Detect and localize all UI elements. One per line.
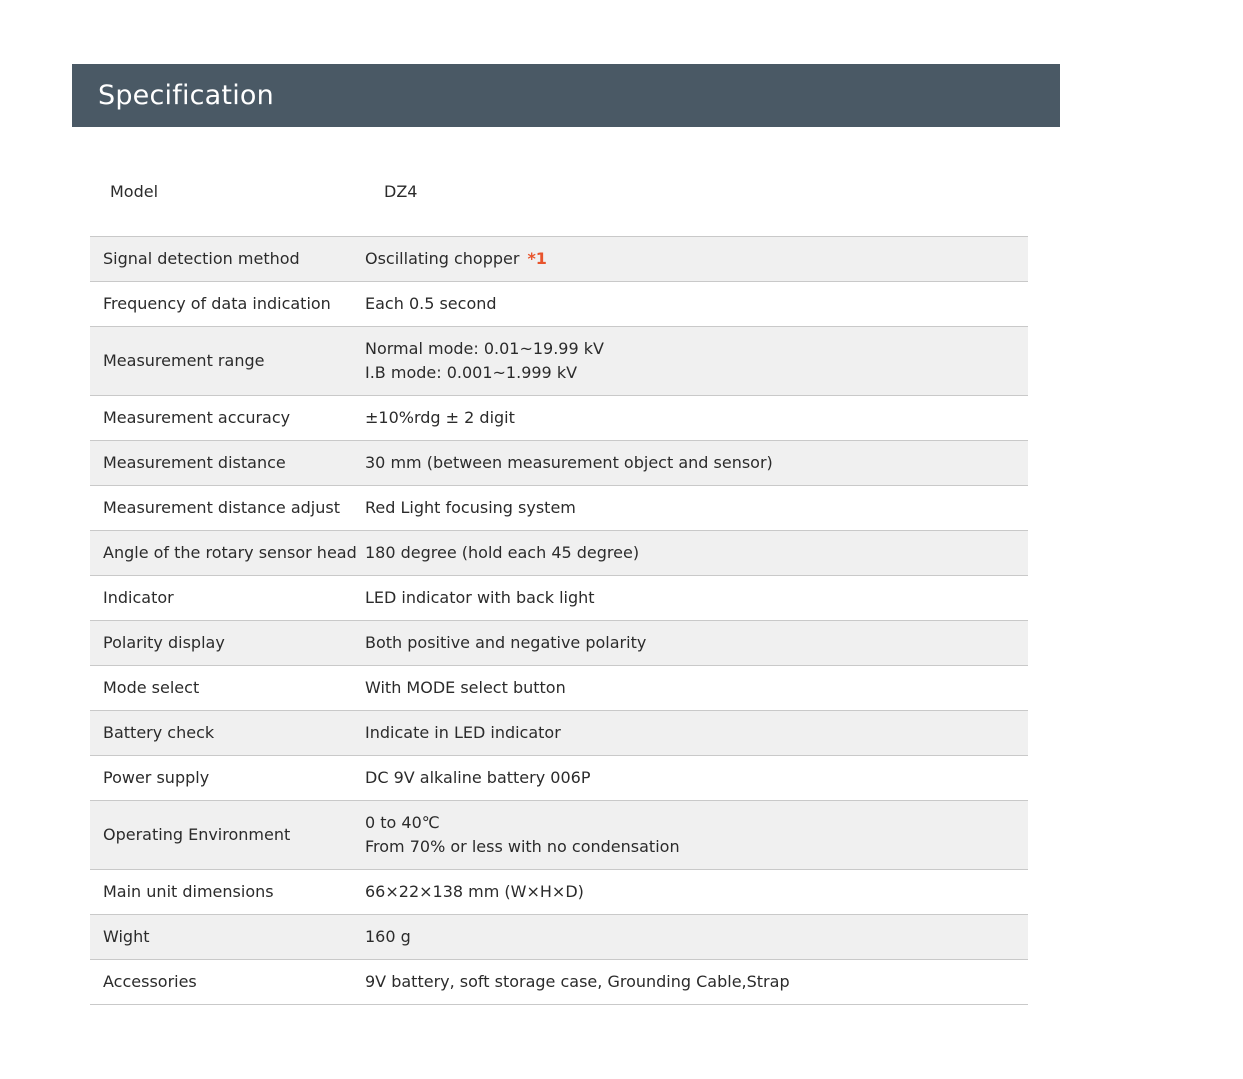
spec-value-line: Both positive and negative polarity [365,633,647,652]
spec-row [90,441,1028,486]
spec-row [90,870,1028,915]
spec-value [364,396,1028,441]
spec-value [364,711,1028,756]
spec-label: Angle of the rotary sensor head [103,543,357,562]
spec-header [72,64,1060,127]
spec-row [90,801,1028,870]
spec-label: Operating Environment [103,825,291,844]
spec-value-line: Indicate in LED indicator [365,723,561,742]
spec-value [364,621,1028,666]
spec-value-line: 160 g [365,927,411,946]
spec-value-line: Each 0.5 second [365,294,497,313]
spec-row [90,666,1028,711]
spec-row [90,915,1028,960]
spec-value-line: I.B mode: 0.001~1.999 kV [365,363,578,382]
spec-label: Polarity display [103,633,225,652]
spec-label: Measurement distance adjust [103,498,340,517]
spec-value-line: 9V battery, soft storage case, Grounding Cable,Strap [365,972,790,991]
spec-label: Indicator [103,588,174,607]
spec-value-line: Oscillating chopper [365,249,520,268]
spec-row [90,960,1028,1005]
spec-value [364,915,1028,960]
spec-row [90,237,1028,282]
spec-value [364,531,1028,576]
spec-value [364,801,1028,870]
spec-value [364,327,1028,396]
spec-value-line: 66×22×138 mm (W×H×D) [365,882,584,901]
spec-label: Measurement distance [103,453,286,472]
spec-value-line: LED indicator with back light [365,588,595,607]
spec-label: Measurement accuracy [103,408,291,427]
spec-value-line: With MODE select button [365,678,566,697]
spec-row [90,282,1028,327]
spec-value [364,237,1028,282]
spec-label: Signal detection method [103,249,300,268]
page-title: Specification [98,80,274,111]
spec-value [364,441,1028,486]
spec-value-line: 180 degree (hold each 45 degree) [365,543,640,562]
spec-row [90,486,1028,531]
model-label: Model [110,182,159,201]
spec-value-line: Normal mode: 0.01~19.99 kV [365,339,604,358]
spec-label: Power supply [103,768,210,787]
spec-label: Accessories [103,972,197,991]
spec-value [364,576,1028,621]
spec-label: Measurement range [103,351,265,370]
spec-row [90,531,1028,576]
spec-row [90,396,1028,441]
model-row [90,170,1028,214]
spec-row [90,621,1028,666]
spec-label: Frequency of data indication [103,294,331,313]
spec-value-line: 0 to 40℃ [365,813,440,832]
spec-value-line: ±10%rdg ± 2 digit [365,408,515,427]
spec-value-line: 30 mm (between measurement object and sensor) [365,453,773,472]
spec-label: Mode select [103,678,200,697]
spec-value-line: Red Light focusing system [365,498,576,517]
spec-value [364,756,1028,801]
spec-value [364,960,1028,1005]
spec-label: Battery check [103,723,215,742]
footnote-marker[interactable]: *1 [527,249,547,268]
spec-value-line: From 70% or less with no condensation [365,837,680,856]
spec-value [364,282,1028,327]
spec-table [90,236,1028,1005]
spec-row [90,576,1028,621]
spec-row [90,756,1028,801]
spec-label: Main unit dimensions [103,882,274,901]
spec-value-line: DC 9V alkaline battery 006P [365,768,591,787]
spec-row [90,327,1028,396]
spec-value [364,666,1028,711]
spec-row [90,711,1028,756]
spec-value [364,870,1028,915]
spec-value [364,486,1028,531]
spec-label: Wight [103,927,150,946]
model-value: DZ4 [384,182,418,201]
